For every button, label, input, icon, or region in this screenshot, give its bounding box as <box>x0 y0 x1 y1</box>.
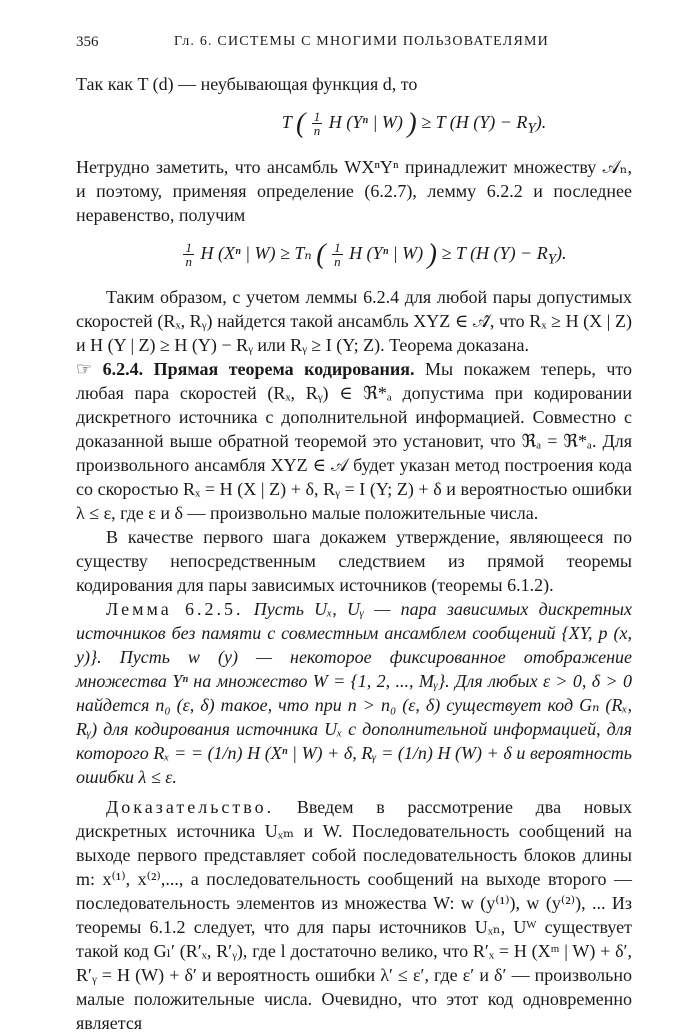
main-text <box>76 72 632 1035</box>
fraction: $\frac{1}{n}$ <box>313 109 321 139</box>
page-number: 356 <box>76 34 99 50</box>
lemma-text: Пусть Uₓ, Uᵧ — пара зависимых дискретных источников без памяти с совместным ансамблем сообщений {XY, p (x, y)}. Пусть w (y) — некоторое фиксированное отображение множества Yⁿ на множество W = {1, 2, ..., Mᵧ}. Для любых ε > 0, δ > 0 найдется n₀ (ε, δ) такое, что при n > n₀ (ε, δ) существует код Gₙ (Rₓ, Rᵧ) для кодирования источника Uₓ с дополнительной информацией, для которого Rₓ = = (1/n) H (Xⁿ | W) + δ, Rᵧ = (1/n) H (W) + δ и вероятность ошибки λ ≤ ε. <box>76 599 632 788</box>
section-text: Мы покажем теперь, что любая пара скоростей (Rₓ, Rᵧ) ∈ ℜ*ₐ допустима при кодировании дискретного источника с дополнительной информацией. Совместно с доказанной выше обратной теоремой это установит, что ℜₐ = ℜ*ₐ. Для произвольного ансамбля XYZ ∈ 𝒜 будет указан метод построения кода со скоростью Rₓ = H (X | Z) + δ, Rᵧ = I (Y; Z) + δ и вероятностью ошибки λ ≤ ε, где ε и δ — произвольно малые положительные числа. <box>76 359 633 524</box>
fraction: $\frac{1}{n}$ <box>185 239 192 269</box>
lemma-label: Лемма 6.2.5. <box>106 599 244 620</box>
fraction: $\frac{1}{n}$ <box>334 239 341 269</box>
paragraph-1: Так как T (d) — неубывающая функция d, то <box>76 74 418 94</box>
proof-label: Доказательство. <box>106 797 275 818</box>
formula-2: $\frac{1}{n}$ H (Xⁿ | W) ≥ Tₙ ( $\frac{1}{n}$ H (Yⁿ | W) ) ≥ T (H $(Y) - R_Y$). <box>185 238 567 270</box>
proof-text: Введем в рассмотрение два новых дискретных источника Uₓₘ и W. Последовательность сообщений на выходе первого представляет собой последовательность блоков длины m: x⁽¹⁾, x⁽²⁾,..., а последовательность сообщений на выходе второго — последовательность элементов из множества W: w (y⁽¹⁾), w (y⁽²⁾), ... Из теоремы 6.1.2 следует, что для пары источников Uₓₙ, Uᵂ существует такой код Gₗ′ (R′ₓ, R′ᵧ), где l достаточно велико, что R′ₓ = H (Xᵐ | W) + δ′, R′ᵧ = H (W) + δ′ и вероятность ошибки λ′ ≤ ε′, где ε′ и δ′ — произвольно малые положительные числа. Очевидно, что этот код одновременно является <box>76 797 632 1034</box>
section-heading: 6.2.4. Прямая теорема кодирования. <box>102 359 415 380</box>
paragraph-3: Таким образом, с учетом леммы 6.2.4 для любой пары допустимых скоростей (Rₓ, Rᵧ) найдется такой ансамбль XYZ ∈ 𝒜̂, что Rₓ ≥ H (X | Z) и H (Y | Z) ≥ H (Y) − Rᵧ или Rᵧ ≥ I (Y; Z). Теорема доказана. <box>76 287 632 356</box>
formula-1: T ( $\frac{1}{n}$ H (Yⁿ | W) ) ≥ T (H $(Y) - R_Y$). <box>281 107 547 139</box>
running-title: Гл. 6. СИСТЕМЫ С МНОГИМИ ПОЛЬЗОВАТЕЛЯМИ <box>174 34 549 49</box>
paragraph-5: В качестве первого шага докажем утверждение, являющееся по существу непосредственным следствием из прямой теоремы кодирования для пары зависимых источников (теоремы 6.1.2). <box>76 527 632 596</box>
section-marker-icon: ☞ <box>76 359 93 380</box>
lemma <box>76 597 632 789</box>
paragraph-2: Нетрудно заметить, что ансамбль WXⁿYⁿ принадлежит множеству 𝒜ₙ, и поэтому, применяя определение (6.2.7), лемму 6.2.2 и последнее неравенство, получим <box>76 156 632 225</box>
section-paragraph <box>76 357 632 525</box>
proof <box>76 795 632 1035</box>
